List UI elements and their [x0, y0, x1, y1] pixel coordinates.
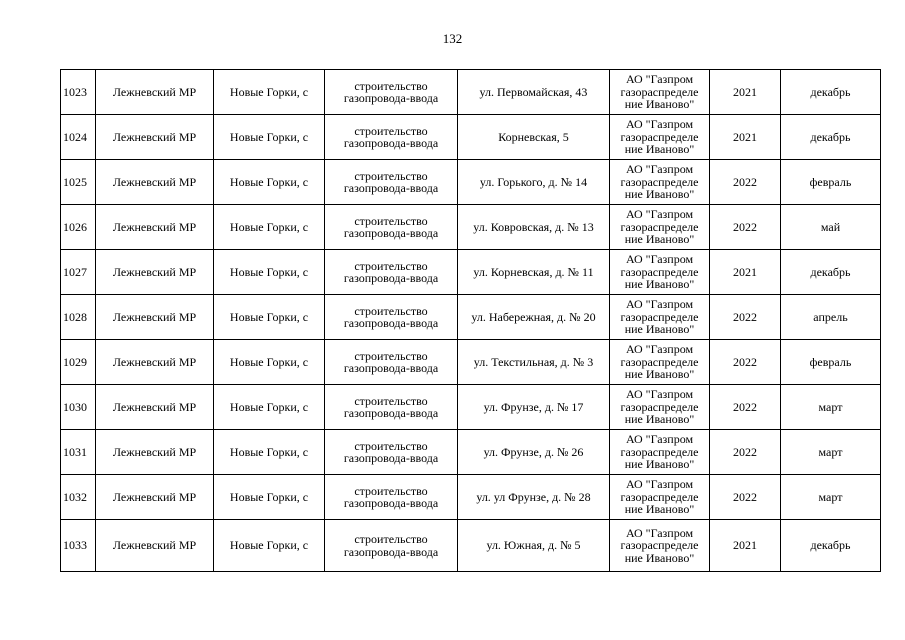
year-cell: 2021	[710, 520, 781, 572]
year-cell: 2021	[710, 70, 781, 115]
district-cell: Лежневский МР	[96, 70, 214, 115]
work-type-cell: строительство газопровода-ввода	[325, 475, 458, 520]
work-type-cell: строительство газопровода-ввода	[325, 295, 458, 340]
settlement-cell: Новые Горки, с	[214, 115, 325, 160]
table-row	[61, 295, 881, 340]
month-cell: февраль	[781, 160, 881, 205]
row-number-cell: 1031	[61, 430, 96, 475]
address-cell: ул. Набережная, д. № 20	[458, 295, 610, 340]
work-type-cell: строительство газопровода-ввода	[325, 430, 458, 475]
row-number-cell: 1024	[61, 115, 96, 160]
table-row	[61, 70, 881, 115]
district-cell: Лежневский МР	[96, 250, 214, 295]
year-cell: 2022	[710, 385, 781, 430]
row-number-cell: 1028	[61, 295, 96, 340]
settlement-cell: Новые Горки, с	[214, 250, 325, 295]
year-cell: 2022	[710, 295, 781, 340]
organization-cell: АО "Газпром газораспределе ние Иваново"	[610, 475, 710, 520]
organization-cell: АО "Газпром газораспределе ние Иваново"	[610, 430, 710, 475]
address-cell: Корневская, 5	[458, 115, 610, 160]
settlement-cell: Новые Горки, с	[214, 295, 325, 340]
work-type-cell: строительство газопровода-ввода	[325, 520, 458, 572]
work-type-cell: строительство газопровода-ввода	[325, 160, 458, 205]
month-cell: февраль	[781, 340, 881, 385]
year-cell: 2021	[710, 115, 781, 160]
year-cell: 2021	[710, 250, 781, 295]
settlement-cell: Новые Горки, с	[214, 475, 325, 520]
month-cell: декабрь	[781, 520, 881, 572]
table-row	[61, 205, 881, 250]
organization-cell: АО "Газпром газораспределе ние Иваново"	[610, 385, 710, 430]
organization-cell: АО "Газпром газораспределе ние Иваново"	[610, 205, 710, 250]
row-number-cell: 1025	[61, 160, 96, 205]
year-cell: 2022	[710, 160, 781, 205]
district-cell: Лежневский МР	[96, 385, 214, 430]
district-cell: Лежневский МР	[96, 160, 214, 205]
address-cell: ул. Первомайская, 43	[458, 70, 610, 115]
month-cell: декабрь	[781, 250, 881, 295]
year-cell: 2022	[710, 430, 781, 475]
address-cell: ул. Южная, д. № 5	[458, 520, 610, 572]
row-number-cell: 1027	[61, 250, 96, 295]
district-cell: Лежневский МР	[96, 430, 214, 475]
table-row	[61, 115, 881, 160]
address-cell: ул. Фрунзе, д. № 17	[458, 385, 610, 430]
settlement-cell: Новые Горки, с	[214, 70, 325, 115]
work-type-cell: строительство газопровода-ввода	[325, 250, 458, 295]
organization-cell: АО "Газпром газораспределе ние Иваново"	[610, 340, 710, 385]
year-cell: 2022	[710, 475, 781, 520]
work-type-cell: строительство газопровода-ввода	[325, 340, 458, 385]
district-cell: Лежневский МР	[96, 520, 214, 572]
row-number-cell: 1032	[61, 475, 96, 520]
settlement-cell: Новые Горки, с	[214, 340, 325, 385]
month-cell: декабрь	[781, 115, 881, 160]
settlement-cell: Новые Горки, с	[214, 385, 325, 430]
month-cell: май	[781, 205, 881, 250]
organization-cell: АО "Газпром газораспределе ние Иваново"	[610, 295, 710, 340]
table-row	[61, 385, 881, 430]
organization-cell: АО "Газпром газораспределе ние Иваново"	[610, 115, 710, 160]
settlement-cell: Новые Горки, с	[214, 430, 325, 475]
row-number-cell: 1026	[61, 205, 96, 250]
address-cell: ул. Горького, д. № 14	[458, 160, 610, 205]
table-row	[61, 250, 881, 295]
table-row	[61, 520, 881, 572]
settlement-cell: Новые Горки, с	[214, 160, 325, 205]
work-type-cell: строительство газопровода-ввода	[325, 115, 458, 160]
organization-cell: АО "Газпром газораспределе ние Иваново"	[610, 160, 710, 205]
address-cell: ул. Текстильная, д. № 3	[458, 340, 610, 385]
work-type-cell: строительство газопровода-ввода	[325, 385, 458, 430]
district-cell: Лежневский МР	[96, 475, 214, 520]
month-cell: апрель	[781, 295, 881, 340]
address-cell: ул. Ковровская, д. № 13	[458, 205, 610, 250]
month-cell: март	[781, 385, 881, 430]
address-cell: ул. ул Фрунзе, д. № 28	[458, 475, 610, 520]
organization-cell: АО "Газпром газораспределе ние Иваново"	[610, 250, 710, 295]
table-row	[61, 340, 881, 385]
row-number-cell: 1030	[61, 385, 96, 430]
district-cell: Лежневский МР	[96, 340, 214, 385]
month-cell: декабрь	[781, 70, 881, 115]
year-cell: 2022	[710, 205, 781, 250]
month-cell: март	[781, 430, 881, 475]
gas-connection-table	[60, 69, 881, 572]
row-number-cell: 1023	[61, 70, 96, 115]
organization-cell: АО "Газпром газораспределе ние Иваново"	[610, 70, 710, 115]
address-cell: ул. Корневская, д. № 11	[458, 250, 610, 295]
work-type-cell: строительство газопровода-ввода	[325, 205, 458, 250]
district-cell: Лежневский МР	[96, 205, 214, 250]
district-cell: Лежневский МР	[96, 115, 214, 160]
month-cell: март	[781, 475, 881, 520]
settlement-cell: Новые Горки, с	[214, 205, 325, 250]
organization-cell: АО "Газпром газораспределе ние Иваново"	[610, 520, 710, 572]
address-cell: ул. Фрунзе, д. № 26	[458, 430, 610, 475]
year-cell: 2022	[710, 340, 781, 385]
table-body	[61, 70, 881, 572]
settlement-cell: Новые Горки, с	[214, 520, 325, 572]
work-type-cell: строительство газопровода-ввода	[325, 70, 458, 115]
row-number-cell: 1033	[61, 520, 96, 572]
page-number: 132	[442, 31, 463, 46]
row-number-cell: 1029	[61, 340, 96, 385]
district-cell: Лежневский МР	[96, 295, 214, 340]
table-row	[61, 430, 881, 475]
table-row	[61, 160, 881, 205]
table-row	[61, 475, 881, 520]
